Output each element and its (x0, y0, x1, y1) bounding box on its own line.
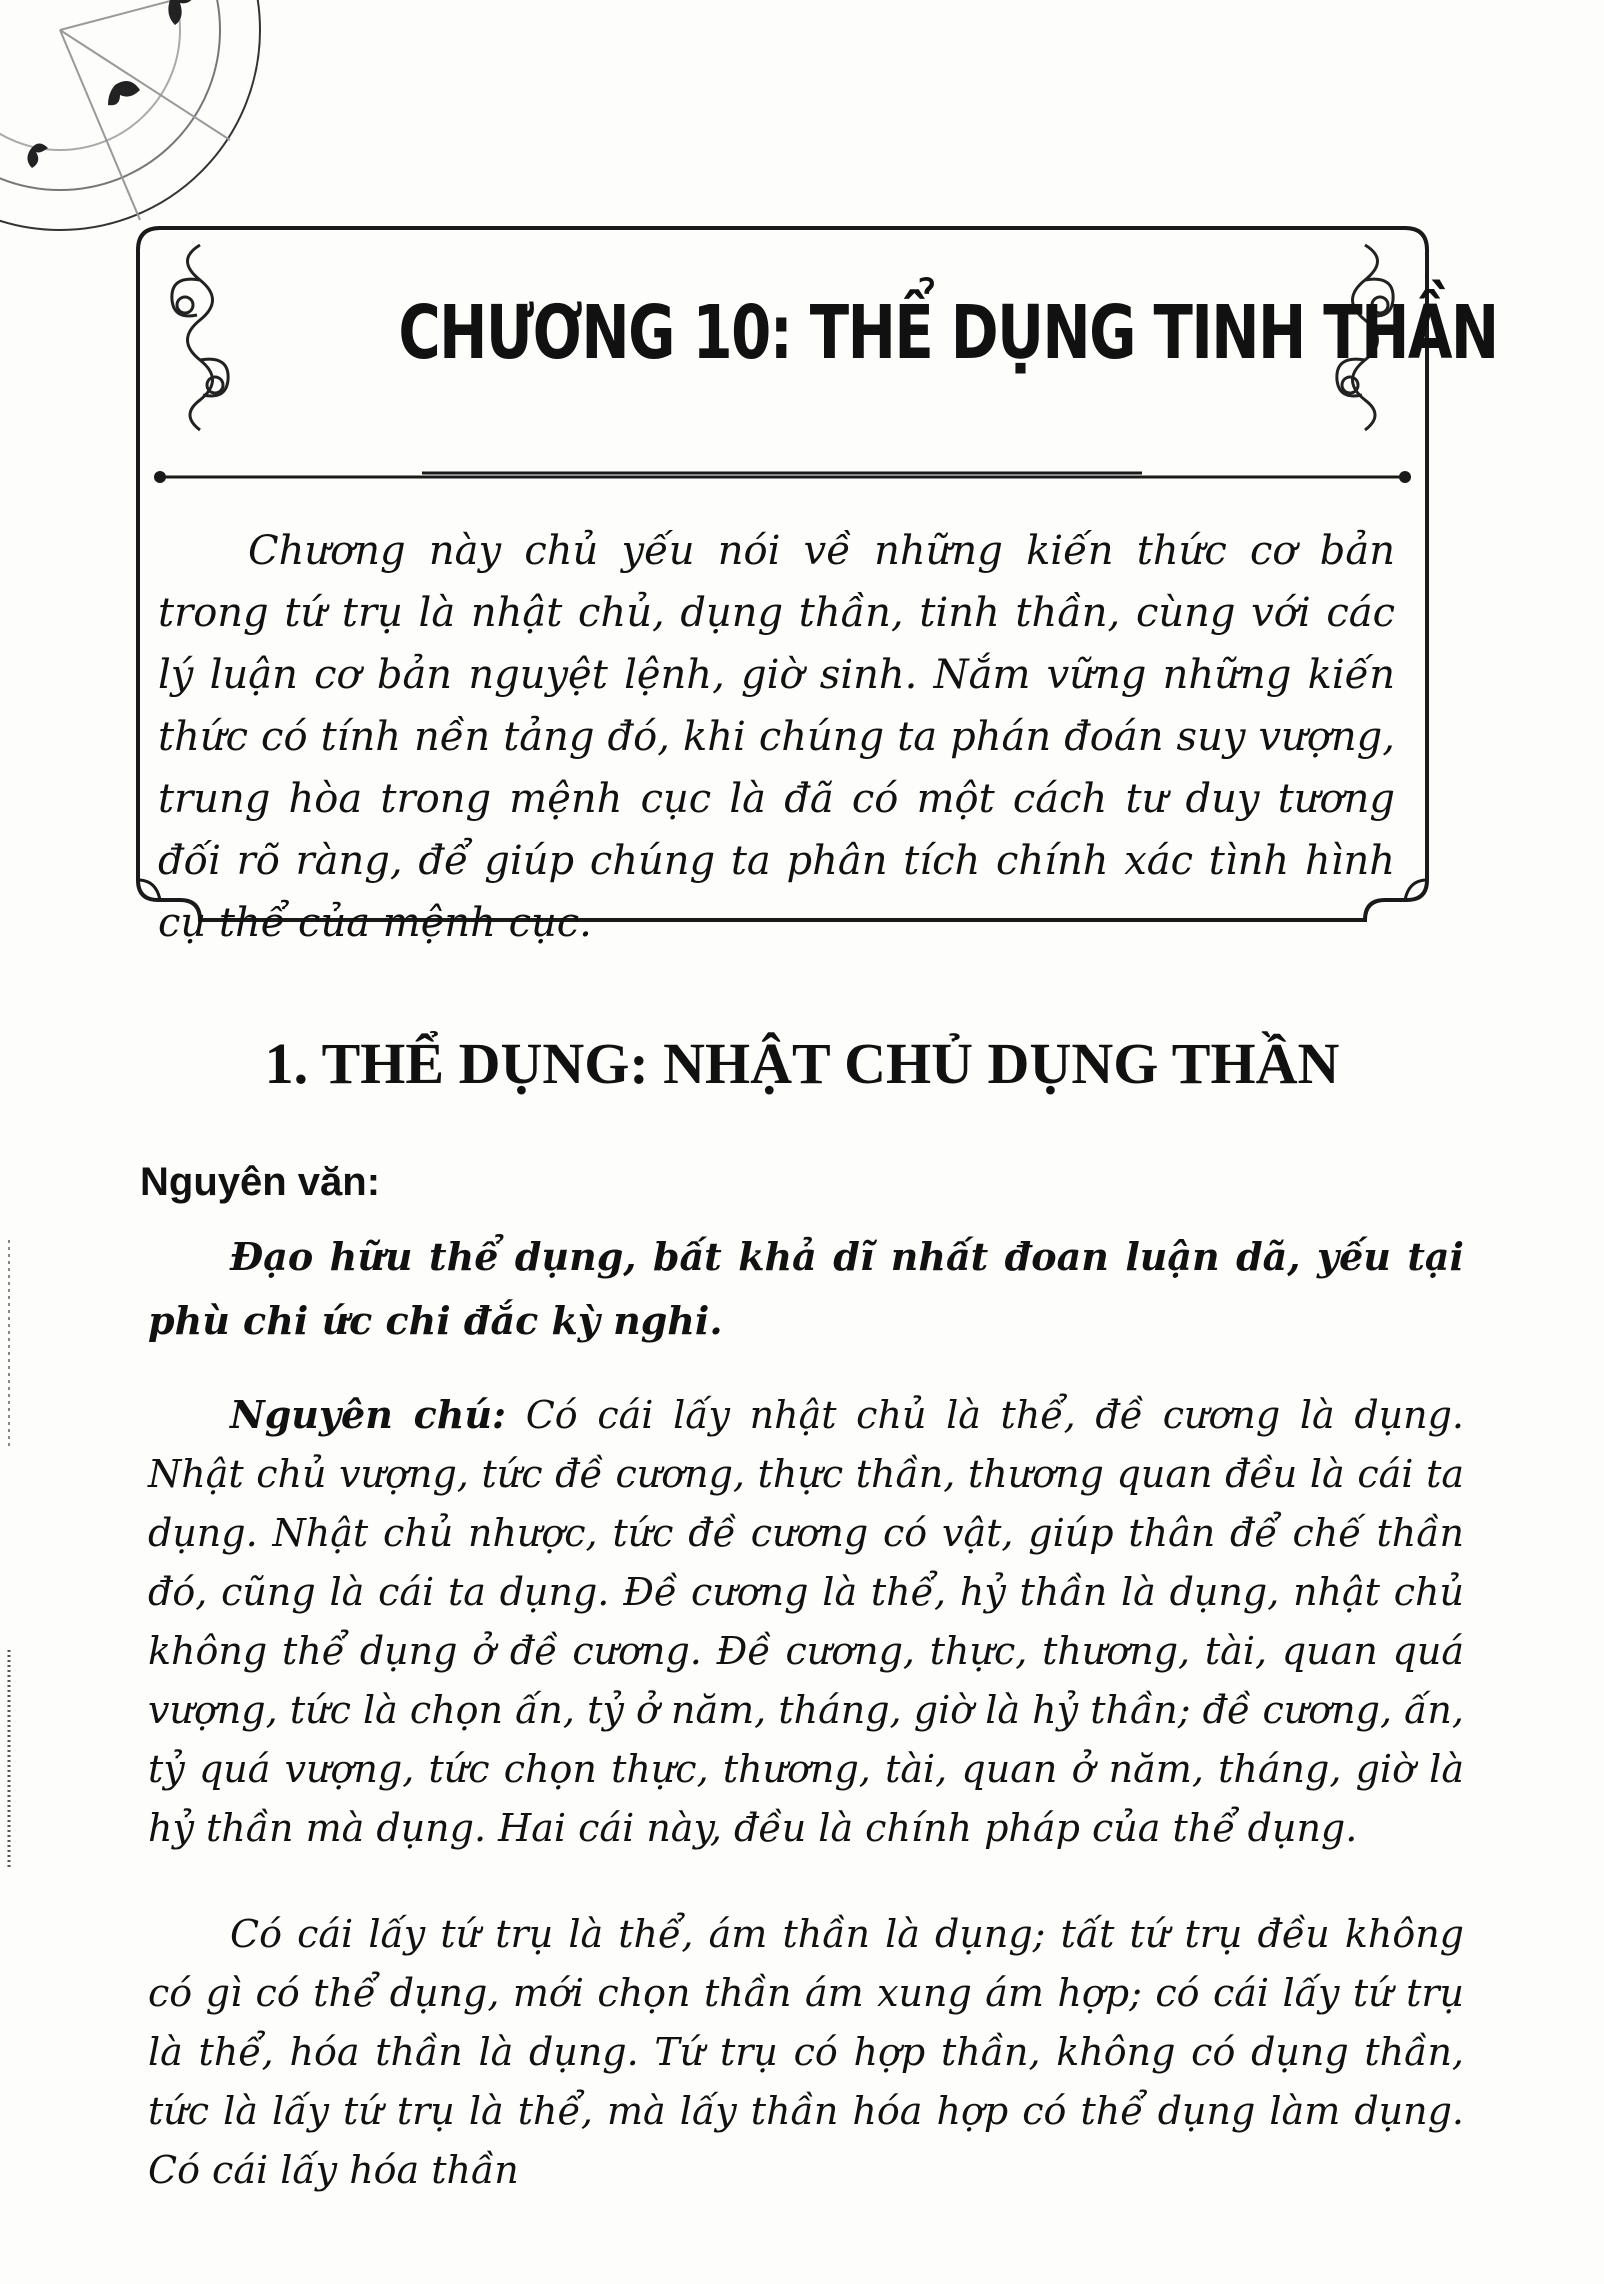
chapter-title: CHƯƠNG 10: THỂ DỤNG TINH THẦN (398, 290, 1498, 376)
scan-margin-mark (0, 1650, 18, 1870)
commentary-text: Có cái lấy nhật chủ là thể, đề cương là dụng. Nhật chủ vượng, tức đề cương, thực thần, thương quan đều là cái ta dụng. Nhật chủ nhược, tức đề cương có vật, giúp thân để chế thần đó, cũng là cái ta dụng. Đề cương là thể, hỷ thần là dụng, nhật chủ không thể dụng ở đề cương. Đề cương, thực, thương, tài, quan quá vượng, tức là chọn ấn, tỷ ở năm, tháng, giờ là hỷ thần; đề cương, ấn, tỷ quá vượng, tức chọn thực, thương, tài, quan ở năm, tháng, giờ là hỷ thần mà dụng. Hai cái này, đều là chính pháp của thể dụng. (148, 1393, 1465, 1850)
chapter-divider (152, 470, 1413, 484)
scroll-ornament-left-icon (160, 235, 240, 435)
commentary-paragraph (148, 1385, 1464, 1858)
section-heading: 1. THỂ DỤNG: NHẬT CHỦ DỤNG THẦN (264, 1031, 1340, 1096)
original-quote: Đạo hữu thể dụng, bất khả dĩ nhất đoan luận dã, yếu tại phù chi ức chi đắc kỳ nghi. (148, 1234, 1464, 1343)
commentary-label: Nguyên chú: (230, 1392, 507, 1437)
scan-margin-mark (0, 1240, 18, 1450)
original-text-label: Nguyên văn: (140, 1160, 381, 1204)
compass-wheel-decoration (0, 0, 270, 240)
body-paragraph: Có cái lấy tứ trụ là thể, ám thần là dụng; tất tứ trụ đều không có gì có thể dụng, mới chọn thần ám xung ám hợp; có cái lấy tứ trụ là thể, hóa thần là dụng. Tứ trụ có hợp thần, không có dụng thần, tức là lấy tứ trụ là thể, mà lấy thần hóa hợp có thể dụng làm dụng. Có cái lấy hóa thần (148, 1912, 1464, 2192)
chapter-intro: Chương này chủ yếu nói về những kiến thức cơ bản trong tứ trụ là nhật chủ, dụng thần, tinh thần, cùng với các lý luận cơ bản nguyệt lệnh, giờ sinh. Nắm vững những kiến thức có tính nền tảng đó, khi chúng ta phán đoán suy vượng, trung hòa trong mệnh cục là đã có một cách tư duy tương đối rõ ràng, để giúp chúng ta phân tích chính xác tình hình cụ thể của mệnh cục. (158, 528, 1395, 946)
chapter-frame (130, 220, 1498, 946)
